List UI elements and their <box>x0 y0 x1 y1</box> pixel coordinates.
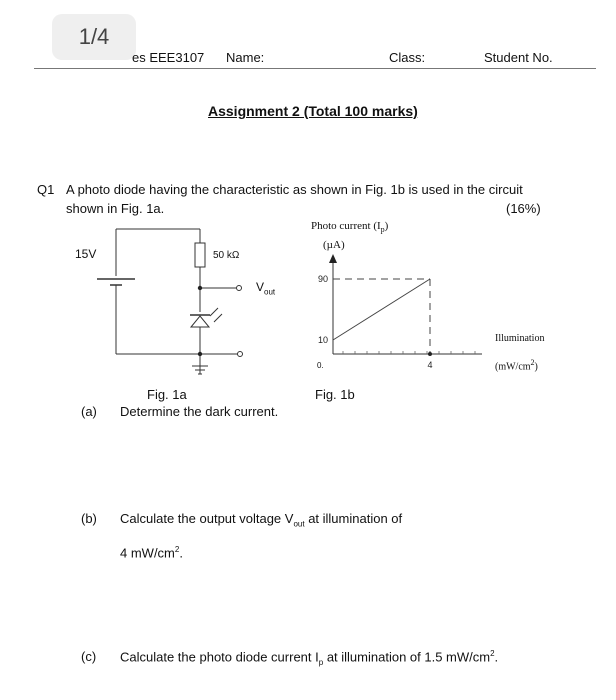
part-c-text-sub: p <box>318 657 324 667</box>
part-b-text-line2 <box>120 545 183 560</box>
course-code: es EEE3107 <box>132 50 205 65</box>
part-c-text-post: at illumination of 1.5 mW/cm <box>323 649 491 665</box>
chart-xunit <box>495 358 538 372</box>
header-rule <box>34 68 596 69</box>
part-c-text <box>120 649 498 667</box>
part-c-label: (c) <box>81 649 97 664</box>
part-b-label: (b) <box>81 511 97 526</box>
page-indicator <box>52 14 136 60</box>
assignment-title: Assignment 2 (Total 100 marks) <box>208 103 418 119</box>
q1-marks: (16%) <box>506 201 541 216</box>
chart-origin-label: 0. <box>317 361 324 370</box>
xunit-close: ) <box>534 361 538 373</box>
chart-ylabel <box>311 220 388 234</box>
xunit-sup: 2 <box>530 358 535 367</box>
vout-symbol: V <box>256 280 265 294</box>
x-tick-label: 4 <box>427 360 433 370</box>
vout-label <box>256 280 275 296</box>
name-label: Name: <box>226 50 265 65</box>
part-b-text <box>120 511 402 529</box>
q1-text-line1: A photo diode having the characteristic as shown in Fig. 1b is used in the circuit <box>66 182 523 197</box>
xunit-text: (mW/cm <box>495 361 531 373</box>
y-tick-label: 10 <box>317 335 328 345</box>
class-label: Class: <box>389 50 426 65</box>
y-tick-label: 90 <box>317 274 328 284</box>
part-a-text: Determine the dark current. <box>120 404 279 419</box>
part-a-label: (a) <box>81 404 97 419</box>
part-b-text-pre: Calculate the output voltage V <box>120 511 294 526</box>
fig1a-caption: Fig. 1a <box>147 387 187 402</box>
page-indicator-text: 1/4 <box>78 24 110 49</box>
part-b-text-post: at illumination of <box>304 511 403 526</box>
part-b-line2-sup: 2 <box>174 545 180 554</box>
resistor-label: 50 kΩ <box>213 250 240 261</box>
series-line <box>333 279 430 340</box>
vout-subscript: out <box>264 287 276 297</box>
q1-text-line2: shown in Fig. 1a. <box>66 201 165 216</box>
y-axis-arrow <box>329 254 337 263</box>
part-c-text-end: . <box>494 649 499 665</box>
fig1b-caption: Fig. 1b <box>315 387 355 402</box>
ylabel-close: ) <box>384 220 389 232</box>
ylabel-sub: p <box>380 225 385 235</box>
q1-number: Q1 <box>37 182 55 197</box>
part-b-line2-text: 4 mW/cm <box>120 545 175 561</box>
chart-xlabel: Illumination <box>495 333 545 344</box>
part-c-text-sup: 2 <box>490 649 495 658</box>
student-no-label: Student No. <box>484 50 553 65</box>
ylabel-text: Photo current (I <box>311 220 381 232</box>
supply-voltage-label: 15V <box>75 247 97 261</box>
part-c-text-pre: Calculate the photo diode current I <box>120 649 319 665</box>
data-point-end <box>428 352 432 356</box>
part-b-text-sub: out <box>293 519 305 529</box>
chart-yunit: (µA) <box>323 239 345 251</box>
part-b-line2-end: . <box>179 545 183 561</box>
